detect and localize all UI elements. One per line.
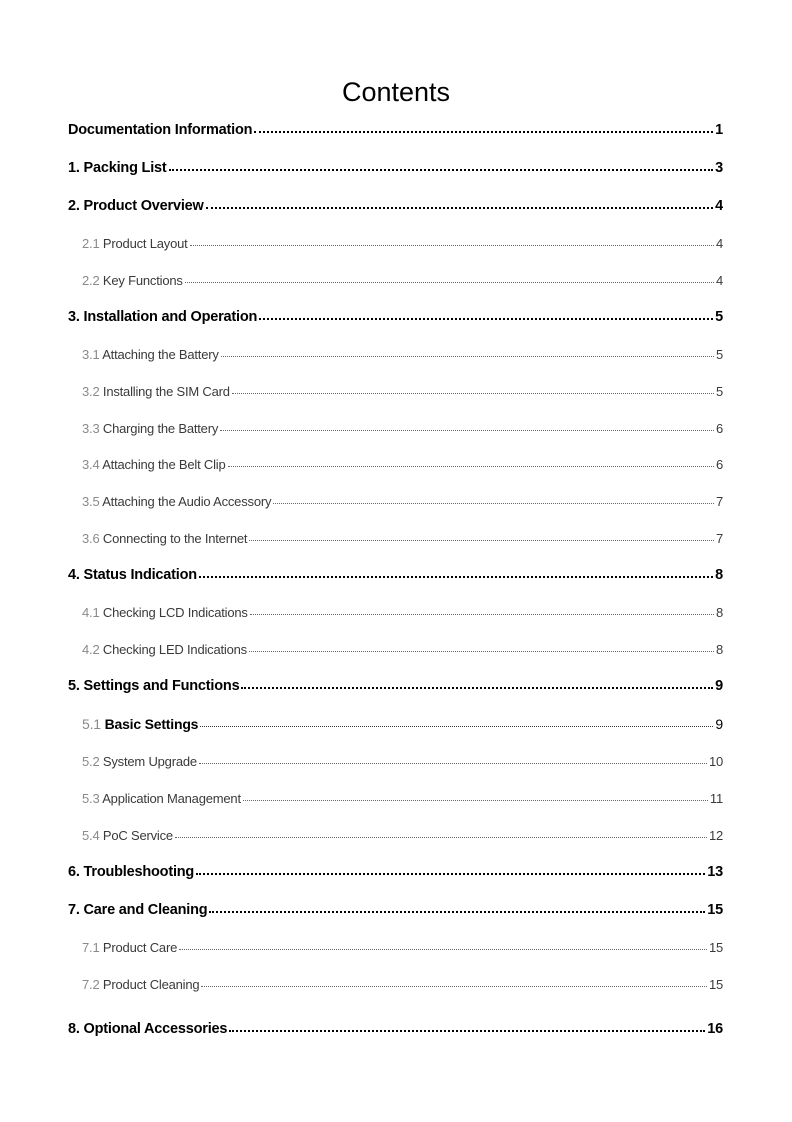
toc-entry-number: 5.3 xyxy=(82,791,100,806)
toc-entry-label: 4. Status Indication xyxy=(68,567,197,583)
toc-entry-number: 2.1 xyxy=(82,236,100,251)
toc-entry-attaching-the-battery[interactable] xyxy=(82,338,723,362)
dot-leader xyxy=(249,651,714,652)
toc-entry-label xyxy=(82,236,188,251)
toc-entry-page: 4 xyxy=(715,236,723,251)
toc-entry-label xyxy=(82,940,177,955)
toc-entry-documentation-information[interactable] xyxy=(68,114,723,138)
dot-leader xyxy=(196,873,705,875)
toc-entry-number: 2.2 xyxy=(82,273,100,288)
toc-entry-text: Checking LCD Indications xyxy=(102,605,248,620)
dot-leader xyxy=(228,466,714,467)
toc-entry-page: 11 xyxy=(709,791,723,806)
dot-leader xyxy=(229,1030,705,1032)
dot-leader xyxy=(250,614,714,615)
toc-entry-page: 6 xyxy=(715,421,723,436)
toc-entry-page: 6 xyxy=(715,457,723,472)
dot-leader xyxy=(199,576,713,578)
toc-entry-page: 7 xyxy=(715,531,723,546)
toc-entry-text: PoC Service xyxy=(102,828,173,843)
toc-entry-charging-the-battery[interactable] xyxy=(82,412,723,436)
toc-entry-page: 8 xyxy=(715,567,723,583)
toc-entry-page: 4 xyxy=(715,273,723,288)
toc-entry-label xyxy=(82,828,173,843)
toc-entry-product-layout[interactable] xyxy=(82,227,723,251)
toc-entry-application-management[interactable] xyxy=(82,782,723,806)
toc-entry-number: 7.2 xyxy=(82,977,100,992)
toc-entry-status-indication[interactable] xyxy=(68,559,723,583)
toc-entry-page: 13 xyxy=(707,864,723,880)
toc-entry-number: 5.2 xyxy=(82,754,100,769)
dot-leader xyxy=(249,540,714,541)
dot-leader xyxy=(199,763,707,764)
toc-entry-page: 15 xyxy=(708,977,723,992)
toc-entry-label: Documentation Information xyxy=(68,122,253,138)
toc-entry-label xyxy=(82,716,198,732)
toc-entry-troubleshooting[interactable] xyxy=(68,856,723,880)
toc-entry-connecting-to-the-internet[interactable] xyxy=(82,522,723,546)
toc-entry-label: 1. Packing List xyxy=(68,160,167,176)
toc-entry-page: 3 xyxy=(715,160,723,176)
toc-entry-packing-list[interactable] xyxy=(68,152,723,176)
toc-entry-installing-the-sim-card[interactable] xyxy=(82,375,723,399)
toc-entry-text: System Upgrade xyxy=(102,754,197,769)
toc-entry-label xyxy=(82,347,219,362)
toc-entry-page: 7 xyxy=(715,494,723,509)
toc-entry-text: Product Cleaning xyxy=(102,977,200,992)
dot-leader xyxy=(241,687,713,689)
toc-entry-page: 10 xyxy=(708,754,723,769)
toc-entry-number: 3.4 xyxy=(82,457,100,472)
toc-entry-page: 9 xyxy=(715,678,723,694)
toc-entry-label: 7. Care and Cleaning xyxy=(68,902,208,918)
dot-leader xyxy=(243,800,708,801)
toc-entry-label xyxy=(82,457,226,472)
toc-entry-label xyxy=(82,531,247,546)
dot-leader xyxy=(221,356,714,357)
toc-entry-optional-accessories[interactable] xyxy=(68,1013,723,1037)
toc-entry-text: Key Functions xyxy=(102,273,183,288)
toc-entry-page: 5 xyxy=(715,309,723,325)
toc-entry-number: 3.6 xyxy=(82,531,100,546)
toc-entry-text: Application Management xyxy=(102,791,241,806)
toc-entry-number: 7.1 xyxy=(82,940,100,955)
dot-leader xyxy=(179,949,707,950)
toc-entry-label: 3. Installation and Operation xyxy=(68,309,258,325)
toc-entry-text: Installing the SIM Card xyxy=(102,384,230,399)
dot-leader xyxy=(220,430,714,431)
toc-entry-number: 3.2 xyxy=(82,384,100,399)
toc-entry-text: Connecting to the Internet xyxy=(102,531,248,546)
toc-entry-key-functions[interactable] xyxy=(82,264,723,288)
dot-leader xyxy=(232,393,714,394)
toc-entry-label: 5. Settings and Functions xyxy=(68,678,240,694)
toc-entry-text: Charging the Battery xyxy=(102,421,219,436)
toc-entry-label xyxy=(82,384,230,399)
toc-entry-product-overview[interactable] xyxy=(68,190,723,214)
toc-entry-text: Attaching the Battery xyxy=(102,347,219,362)
toc-entry-page: 9 xyxy=(715,716,723,732)
toc-entry-page: 15 xyxy=(707,902,723,918)
toc-entry-poc-service[interactable] xyxy=(82,819,723,843)
dot-leader xyxy=(169,169,714,171)
toc-entry-attaching-the-audio-accessory[interactable] xyxy=(82,485,723,509)
dot-leader xyxy=(259,318,713,320)
dot-leader xyxy=(201,986,707,987)
toc-entry-system-upgrade[interactable] xyxy=(82,745,723,769)
toc-entry-label: 8. Optional Accessories xyxy=(68,1021,228,1037)
toc-entry-label xyxy=(82,642,247,657)
toc-entry-number: 3.3 xyxy=(82,421,100,436)
toc-entry-page: 15 xyxy=(708,940,723,955)
toc-entry-number: 3.5 xyxy=(82,494,100,509)
toc-entry-text: Basic Settings xyxy=(104,716,199,732)
toc-entry-label xyxy=(82,605,248,620)
toc-entry-text: Attaching the Audio Accessory xyxy=(102,494,272,509)
toc-entry-number: 4.1 xyxy=(82,605,100,620)
toc-entry-text: Checking LED Indications xyxy=(102,642,247,657)
toc-entry-text: Product Layout xyxy=(102,236,188,251)
toc-entry-page: 8 xyxy=(715,605,723,620)
toc-entry-product-care[interactable] xyxy=(82,931,723,955)
toc-entry-label xyxy=(82,791,241,806)
toc-entry-page: 8 xyxy=(715,642,723,657)
toc-entry-page: 4 xyxy=(715,198,723,214)
dot-leader xyxy=(190,245,714,246)
toc-entry-number: 5.4 xyxy=(82,828,100,843)
toc-entry-label xyxy=(82,754,197,769)
dot-leader xyxy=(206,207,714,209)
dot-leader xyxy=(175,837,707,838)
page-title: Contents xyxy=(341,77,451,107)
dot-leader xyxy=(209,911,705,913)
toc-entry-product-cleaning[interactable] xyxy=(82,968,723,992)
toc-entry-label xyxy=(82,421,218,436)
toc-entry-page: 16 xyxy=(707,1021,723,1037)
toc-entry-basic-settings[interactable] xyxy=(82,708,723,732)
toc-entry-installation-and-operation[interactable] xyxy=(68,301,723,325)
toc-entry-page: 12 xyxy=(708,828,723,843)
toc-entry-label: 6. Troubleshooting xyxy=(68,864,195,880)
toc-entry-care-and-cleaning[interactable] xyxy=(68,894,723,918)
toc-entry-number: 3.1 xyxy=(82,347,100,362)
toc-entry-checking-lcd-indications[interactable] xyxy=(82,596,723,620)
toc-entry-page: 5 xyxy=(715,347,723,362)
toc-entry-settings-and-functions[interactable] xyxy=(68,670,723,694)
toc-entry-label xyxy=(82,977,199,992)
dot-leader xyxy=(200,726,713,727)
toc-entry-number: 4.2 xyxy=(82,642,100,657)
toc-entry-text: Product Care xyxy=(102,940,178,955)
toc-entry-label: 2. Product Overview xyxy=(68,198,204,214)
toc-entry-number: 5.1 xyxy=(82,716,101,732)
toc-entry-checking-led-indications[interactable] xyxy=(82,633,723,657)
toc-entry-attaching-the-belt-clip[interactable] xyxy=(82,448,723,472)
dot-leader xyxy=(273,503,714,504)
toc-entry-text: Attaching the Belt Clip xyxy=(102,457,226,472)
toc-entry-label xyxy=(82,494,271,509)
toc-entry-page: 1 xyxy=(715,122,723,138)
dot-leader xyxy=(254,131,713,133)
dot-leader xyxy=(185,282,714,283)
toc-entry-label xyxy=(82,273,183,288)
toc-entry-page: 5 xyxy=(715,384,723,399)
